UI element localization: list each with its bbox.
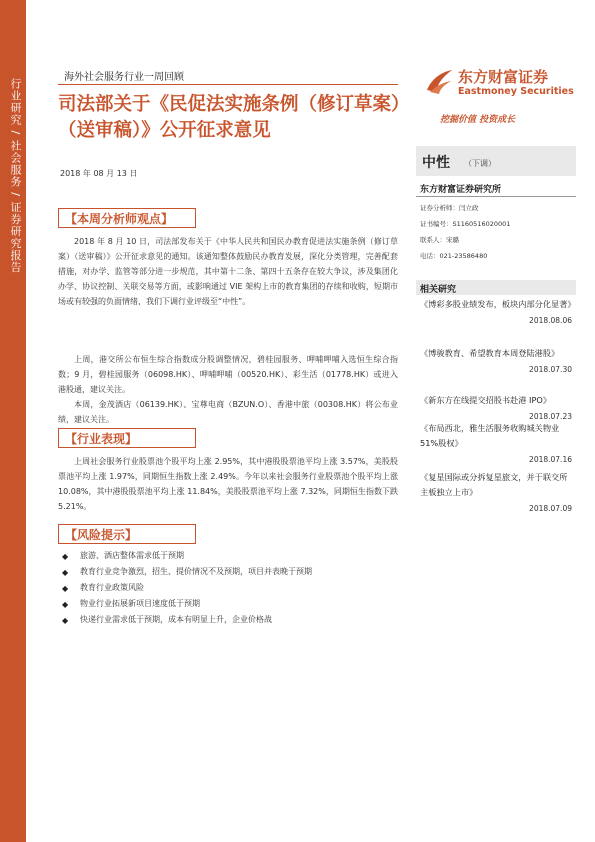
related-research-link[interactable]: 《新东方在线提交招股书赴港 IPO》 (420, 395, 552, 405)
analyst-field: 证券分析师：闫立政 (420, 204, 479, 212)
rating-box (416, 146, 576, 176)
brand-name-cn: 东方财富证券 (458, 68, 549, 86)
rating-value: 中性 (422, 155, 450, 171)
related-research-link[interactable]: 《博彩多股业绩发布，板块内部分化显著》 (420, 299, 576, 309)
report-date: 2018 年 08 月 13 日 (60, 169, 138, 178)
related-research-item[interactable] (420, 297, 576, 325)
related-research-link[interactable]: 《博骏教育、希望教育本周登陆港股》 (420, 348, 560, 358)
related-research-date: 2018.07.23 (529, 412, 572, 421)
diamond-bullet-icon: ◆ (62, 552, 69, 561)
certificate-field: 证书编号：S1160516020001 (420, 220, 511, 228)
brand-logo (424, 64, 574, 104)
performance-paragraph: 上周社会服务行业股票池个股平均上涨 2.95%，其中港股股票池平均上涨 3.57%，美股股票池平均上涨 1.97%，同期恒生指数上涨 2.49%。今年以来社会服务行业股票池个股平均上涨 10.08%，其中港股股票池平均上涨 11.84%，美股股票池平均上涨 7.32%，同期恒生指数下跌 5.21%。 (58, 457, 398, 511)
header-divider (58, 84, 398, 85)
section-heading-analyst: 【本周分析师观点】 (58, 208, 196, 228)
sidebar-category-text: 行业研究 / 社会服务 / 证券研究报告 (9, 78, 22, 274)
related-research-link[interactable]: 《布局西北，雅生活服务收购城关物业 51%股权》 (420, 423, 560, 448)
diamond-bullet-icon: ◆ (62, 568, 69, 577)
related-research-date: 2018.07.16 (529, 455, 572, 464)
related-research-title: 相关研究 (420, 285, 457, 295)
related-research-date: 2018.07.30 (529, 365, 572, 374)
report-series-label: 海外社会服务行业一周回顾 (64, 72, 184, 83)
related-research-item[interactable] (420, 470, 572, 513)
related-research-item[interactable] (420, 393, 572, 421)
risk-item: ◆ 旅游、酒店整体需求低于预期 (58, 548, 398, 564)
analyst-paragraph: 上周，港交所公布恒生综合指数成分股调整情况，碧桂园服务、呷哺呷哺入选恒生综合指数；9 月，碧桂园服务（06098.HK）、呷哺呷哺（00520.HK）、彩生活（01778.HK）或进入港股通，建议关注。 (58, 355, 398, 394)
related-research-item[interactable] (420, 421, 572, 464)
related-research-date: 2018.07.09 (529, 504, 572, 513)
related-research-link[interactable]: 《复星国际或分拆复星旅文，并于联交所主板独立上市》 (420, 472, 568, 497)
analyst-paragraph: 2018 年 8 月 10 日，司法部发布关于《中华人民共和国民办教育促进法实施条例（修订草案）（送审稿）》公开征求意见的通知。该通知整体鼓励民办教育发展，深化分类管理，完善配套措施，对办学、监管等部分进一步规范，其中第十二条、第四十五条存在较大争议，涉及集团化办学、协议控制、关联交易等方面，或影响通过 VIE 架构上市的教育集团的存续和收购，短期市场或有较强的负面情绪，我们下调行业评级至“中性”。 (58, 237, 398, 306)
rating-change: （下调） (464, 159, 496, 168)
related-research-date: 2018.08.06 (529, 316, 572, 325)
institute-divider (416, 196, 576, 197)
eastmoney-logo-icon (424, 66, 454, 96)
analyst-paragraph: 本周，金茂酒店（06139.HK）、宝尊电商（BZUN.O）、香港中旅（00308.HK）将公布业绩，建议关注。 (58, 400, 398, 424)
report-title: 司法部关于《民促法实施条例（修订草案）（送审稿）》公开征求意见 (58, 94, 401, 141)
contact-field: 联系人：宋璐 (420, 236, 459, 244)
risk-item: ◆ 物业行业拓展新项目速度低于预期 (58, 596, 398, 612)
risk-item: ◆ 教育行业政策风险 (58, 580, 398, 596)
report-sidebar (0, 0, 26, 842)
related-research-header (416, 280, 576, 295)
related-research-item[interactable] (420, 346, 572, 374)
diamond-bullet-icon: ◆ (62, 584, 69, 593)
risk-item: ◆ 快递行业需求低于预期，成本有明显上升，企业价格战 (58, 612, 398, 628)
risk-list (58, 548, 398, 628)
diamond-bullet-icon: ◆ (62, 616, 69, 625)
institute-name: 东方财富证券研究所 (420, 185, 502, 195)
section-heading-performance: 【行业表现】 (58, 428, 196, 448)
diamond-bullet-icon: ◆ (62, 600, 69, 609)
section-heading-risk: 【风险提示】 (58, 524, 196, 544)
phone-field: 电话：021-23586480 (420, 252, 488, 260)
risk-item: ◆ 教育行业竞争激烈，招生、提价情况不及预期，项目并表晚于预期 (58, 564, 398, 580)
brand-name-en: Eastmoney Securities (458, 86, 574, 97)
brand-slogan: 挖掘价值 投资成长 (440, 115, 516, 125)
